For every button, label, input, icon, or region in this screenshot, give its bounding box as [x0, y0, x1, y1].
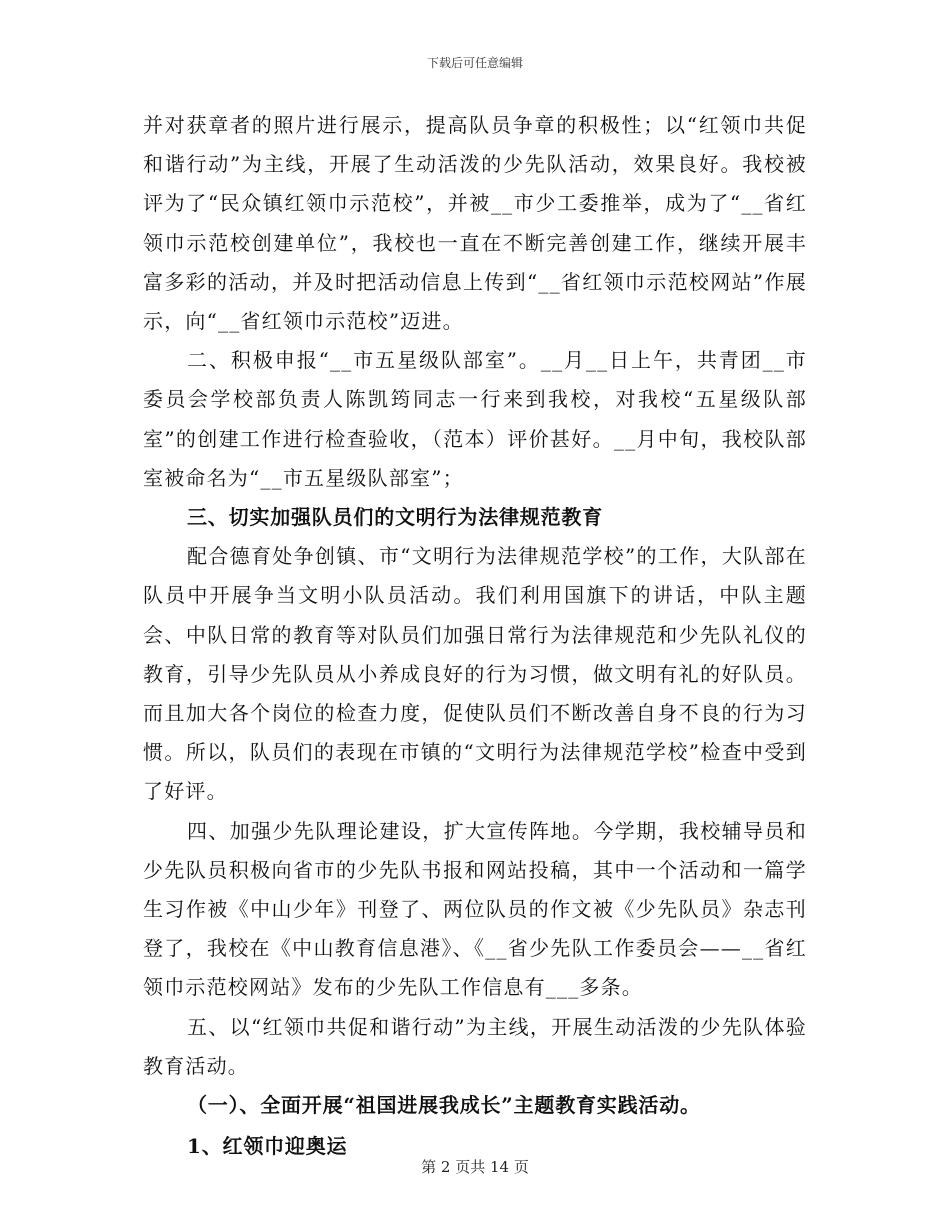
section-heading-3: 三、切实加强队员们的文明行为法律规范教育: [187, 505, 603, 530]
paragraph-2: 二、积极申报“__市五星级队部室”。__月__日上午，共青团__市委员会学校部负责人陈凯筠同志一行来到我校，对我校“五星级队部室”的创建工作进行检查验收，（范本）评价甚好。__月中旬，我校队部室被命名为“__市五星级队部室”；: [143, 348, 807, 490]
paragraph-3: 配合德育处争创镇、市“文明行为法律规范学校”的工作，大队部在队员中开展争当文明小队员活动。我们利用国旗下的讲话，中队主题会、中队日常的教育等对队员们加强日常行为法律规范和少先队礼仪的教育，引导少先队员从小养成良好的行为习惯，做文明有礼的好队员。而且加大各个岗位的检查力度，促使队员们不断改善自身不良的行为习惯。所以，队员们的表现在市镇的“文明行为法律规范学校”检查中受到了好评。: [143, 544, 807, 804]
paragraph-5: 五、以“红领巾共促和谐行动”为主线，开展生动活泼的少先队体验教育活动。: [143, 1014, 807, 1078]
paragraph-4: 四、加强少先队理论建设，扩大宣传阵地。今学期，我校辅导员和少先队员积极向省市的少先队书报和网站投稿，其中一个活动和一篇学生习作被《中山少年》刊登了、两位队员的作文被《少先队员》杂志刊登了，我校在《中山教育信息港》、《__省少先队工作委员会——__省红领巾示范校网站》发布的少先队工作信息有___多条。: [143, 818, 807, 1000]
subsection-heading-1-1: 1、红领巾迎奥运: [187, 1134, 348, 1159]
document-body: [143, 106, 807, 1166]
header-note: 下载后可任意编辑: [426, 56, 523, 70]
subsection-heading-1: （一）、全面开展“祖国进展我成长”主题教育实践活动。: [187, 1093, 701, 1118]
page-number: 第 2 页共 14 页: [421, 1158, 529, 1176]
paragraph-1: 并对获章者的照片进行展示，提高队员争章的积极性；以“红领巾共促和谐行动”为主线，开展了生动活泼的少先队活动，效果良好。我校被评为了“民众镇红领巾示范校”，并被__市少工委推举，成为了“__省红领巾示范校创建单位”，我校也一直在不断完善创建工作，继续开展丰富多彩的活动，并及时把活动信息上传到“__省红领巾示范校网站”作展示，向“__省红领巾示范校”迈进。: [143, 113, 807, 334]
